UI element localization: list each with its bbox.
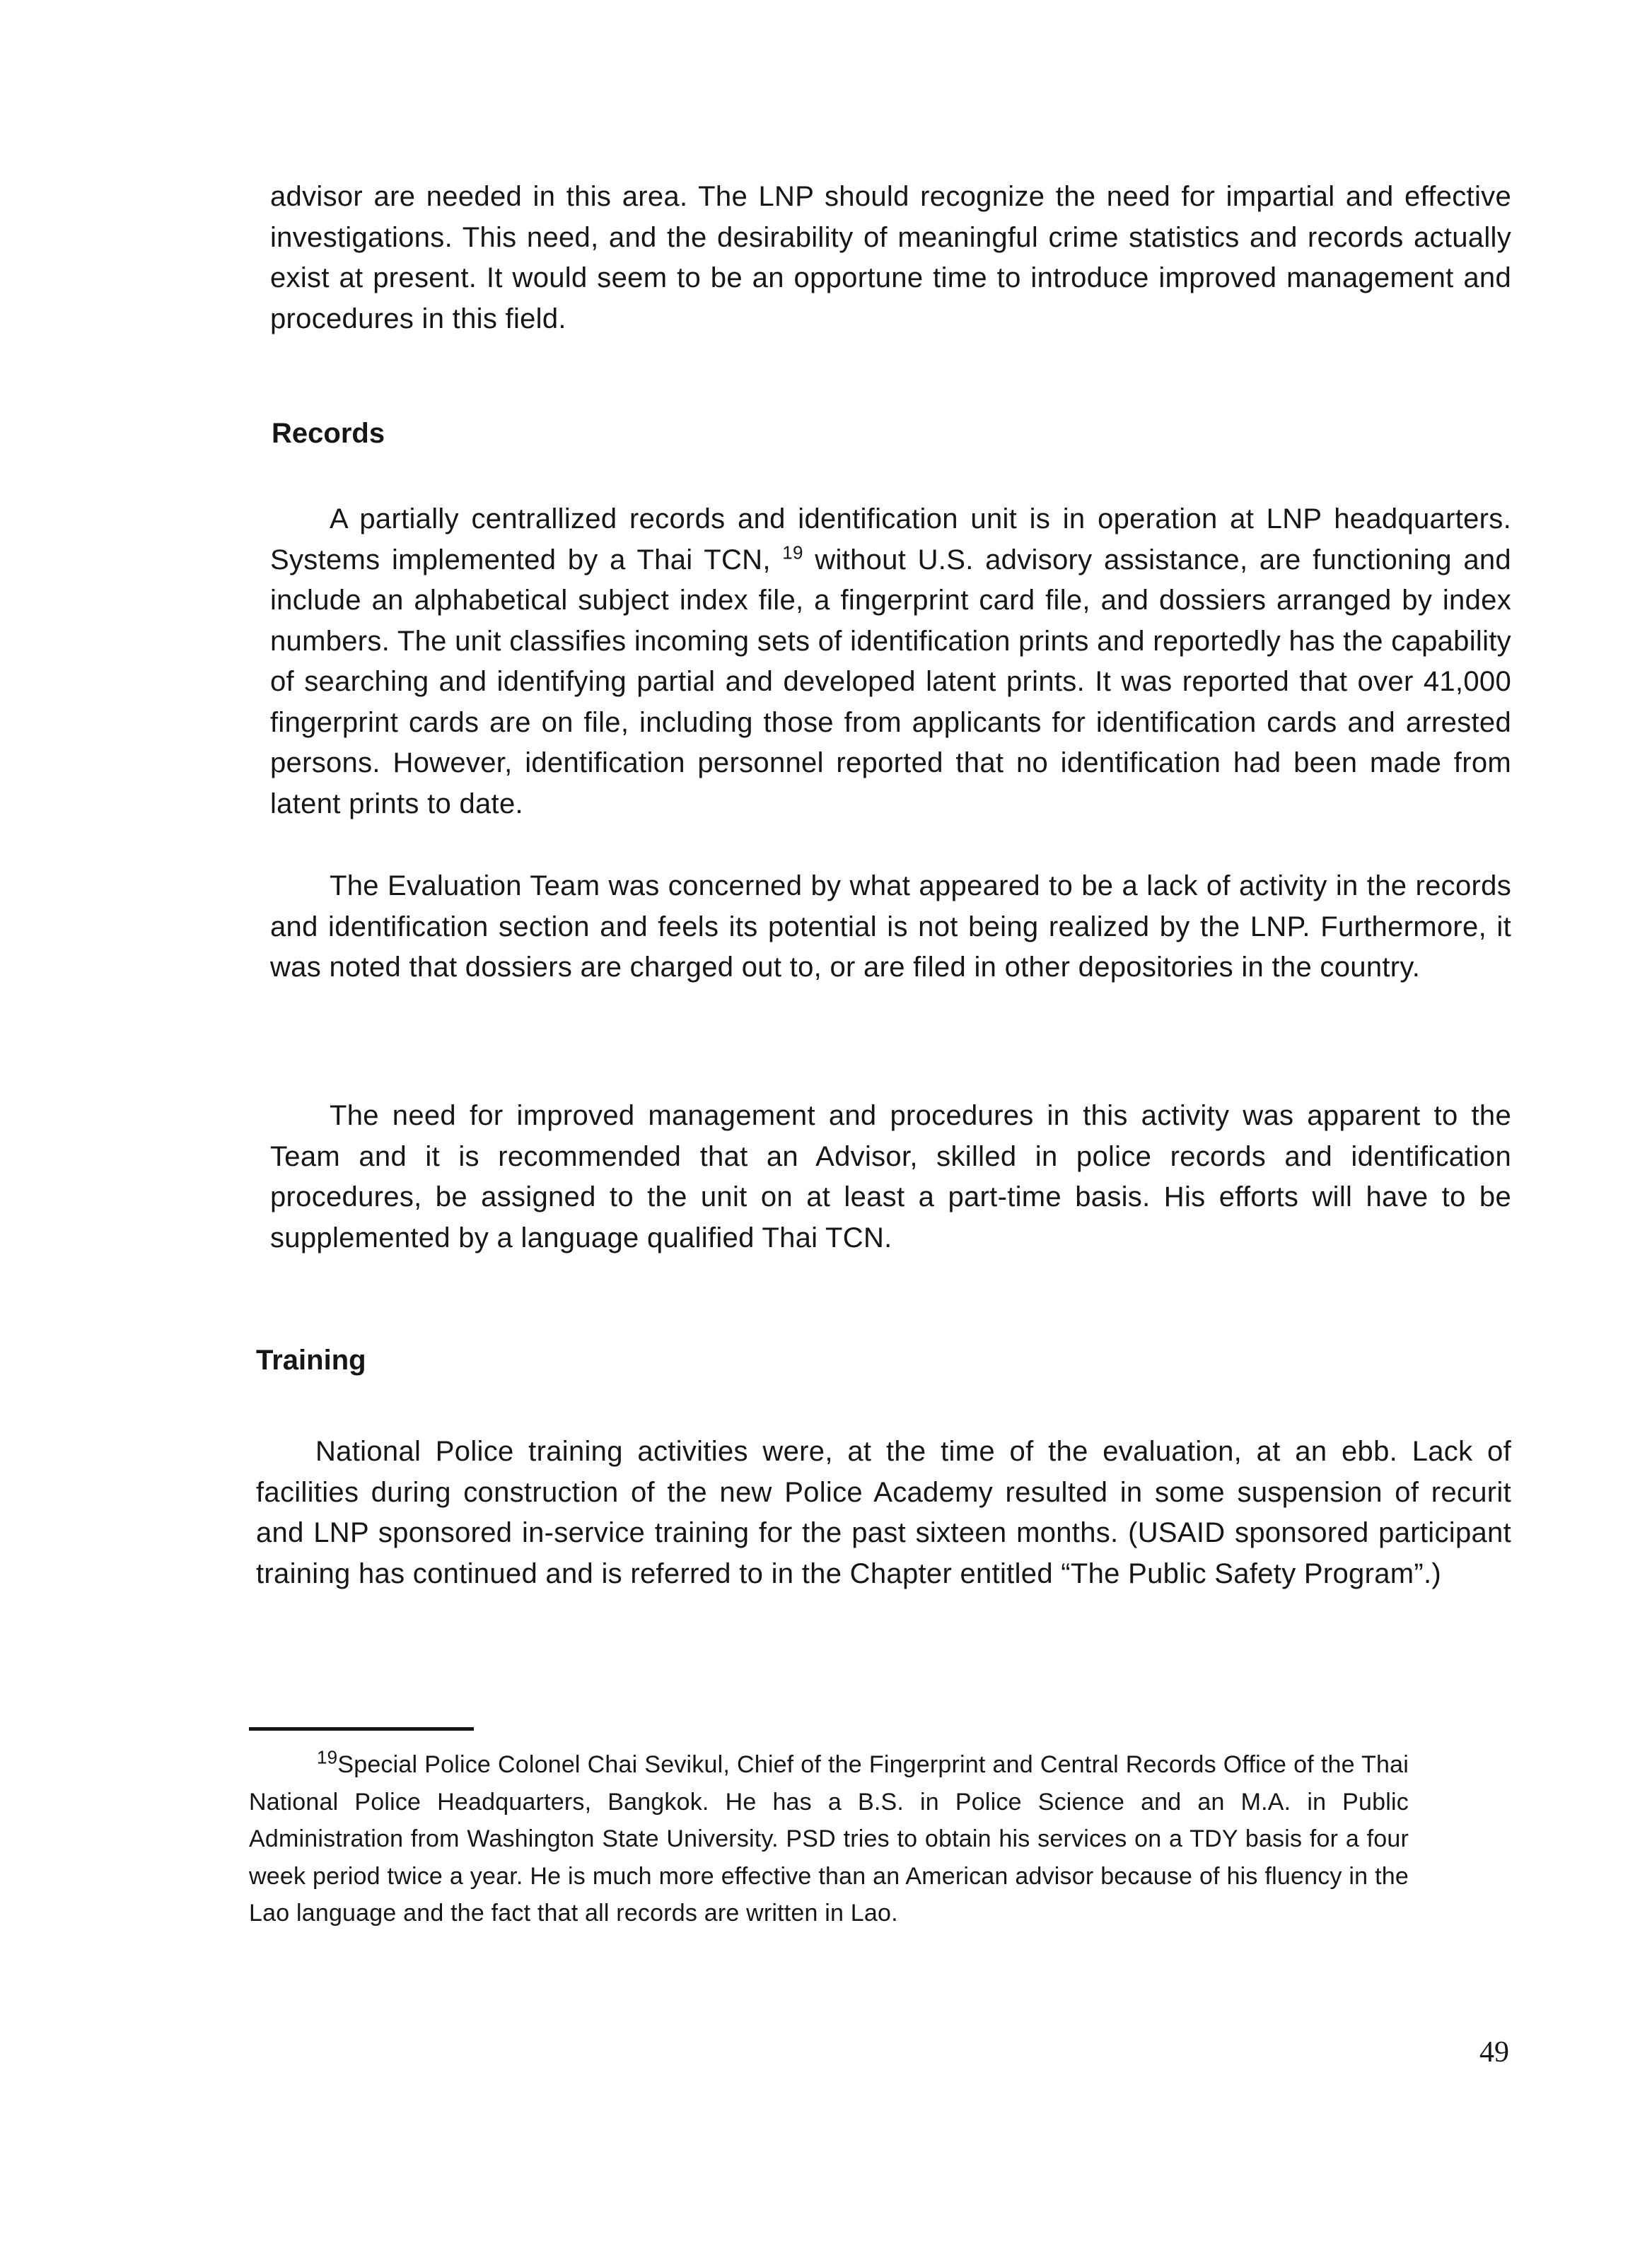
page-number: 49 [1479,2036,1509,2069]
footnote-marker: 19 [317,1746,338,1768]
records-heading: Records [272,418,385,449]
training-heading: Training [256,1345,366,1376]
records-paragraph-3: The need for improved management and procedures in this activity was apparent to the Team and it is recommended that an Advisor, skilled in police records and identification procedures, be assigned to the unit on at least a part-time basis. His efforts will have to be supplemented by a language qualified Thai TCN. [270,1100,1511,1253]
records-paragraph-1-text-b: without U.S. advisory assistance, are functioning and include an alphabetical subject index file, a fingerprint card file, and dossiers arranged by index numbers. The unit classifies incoming sets of identification prints and reportedly has the capability of searching and identifying partial and developed latent prints. It was reported that over 41,000 fingerprint cards are on file, including those from applicants for identification cards and arrested persons. However, identification personnel reported that no identification had been made from latent prints to date. [270,544,1511,819]
records-paragraph-2: The Evaluation Team was concerned by what appeared to be a lack of activity in the records and identification section and feels its potential is not being realized by the LNP. Furthermore, it was noted that dossiers are charged out to, or are filed in other depositories in the country. [270,870,1511,983]
footnote-divider [249,1727,474,1731]
records-paragraph-1 [270,499,1511,824]
footnote-reference-19: 19 [782,542,803,563]
intro-paragraph: advisor are needed in this area. The LNP should recognize the need for impartial and effective investigations. This need, and the desirability of meaningful crime statistics and records actually exist at present. It would seem to be an opportune time to introduce improved management and procedures in this field. [270,181,1511,334]
training-paragraph-1: National Police training activities were, at the time of the evaluation, at an ebb. Lack of facilities during construction of the new Police Academy resulted in some suspension of recurit and LNP sponsored in-service training for the past sixteen months. (USAID sponsored participant training has continued and is referred to in the Chapter entitled “The Public Safety Program”.) [256,1436,1511,1589]
records-paragraph-1-text-a: A partially centrallized records and identification unit is in operation at LNP headquarters. Systems implemented by a Thai TCN, [270,503,1511,575]
footnote-19 [249,1746,1409,1932]
footnote-text: Special Police Colonel Chai Sevikul, Chief of the Fingerprint and Central Records Office of the Thai National Police Headquarters, Bangkok. He has a B.S. in Police Science and an M.A. in Public Administration from Washington State University. PSD tries to obtain his services on a TDY basis for a four week period twice a year. He is much more effective than an American advisor because of his fluency in the Lao language and the fact that all records are written in Lao. [249,1751,1409,1927]
